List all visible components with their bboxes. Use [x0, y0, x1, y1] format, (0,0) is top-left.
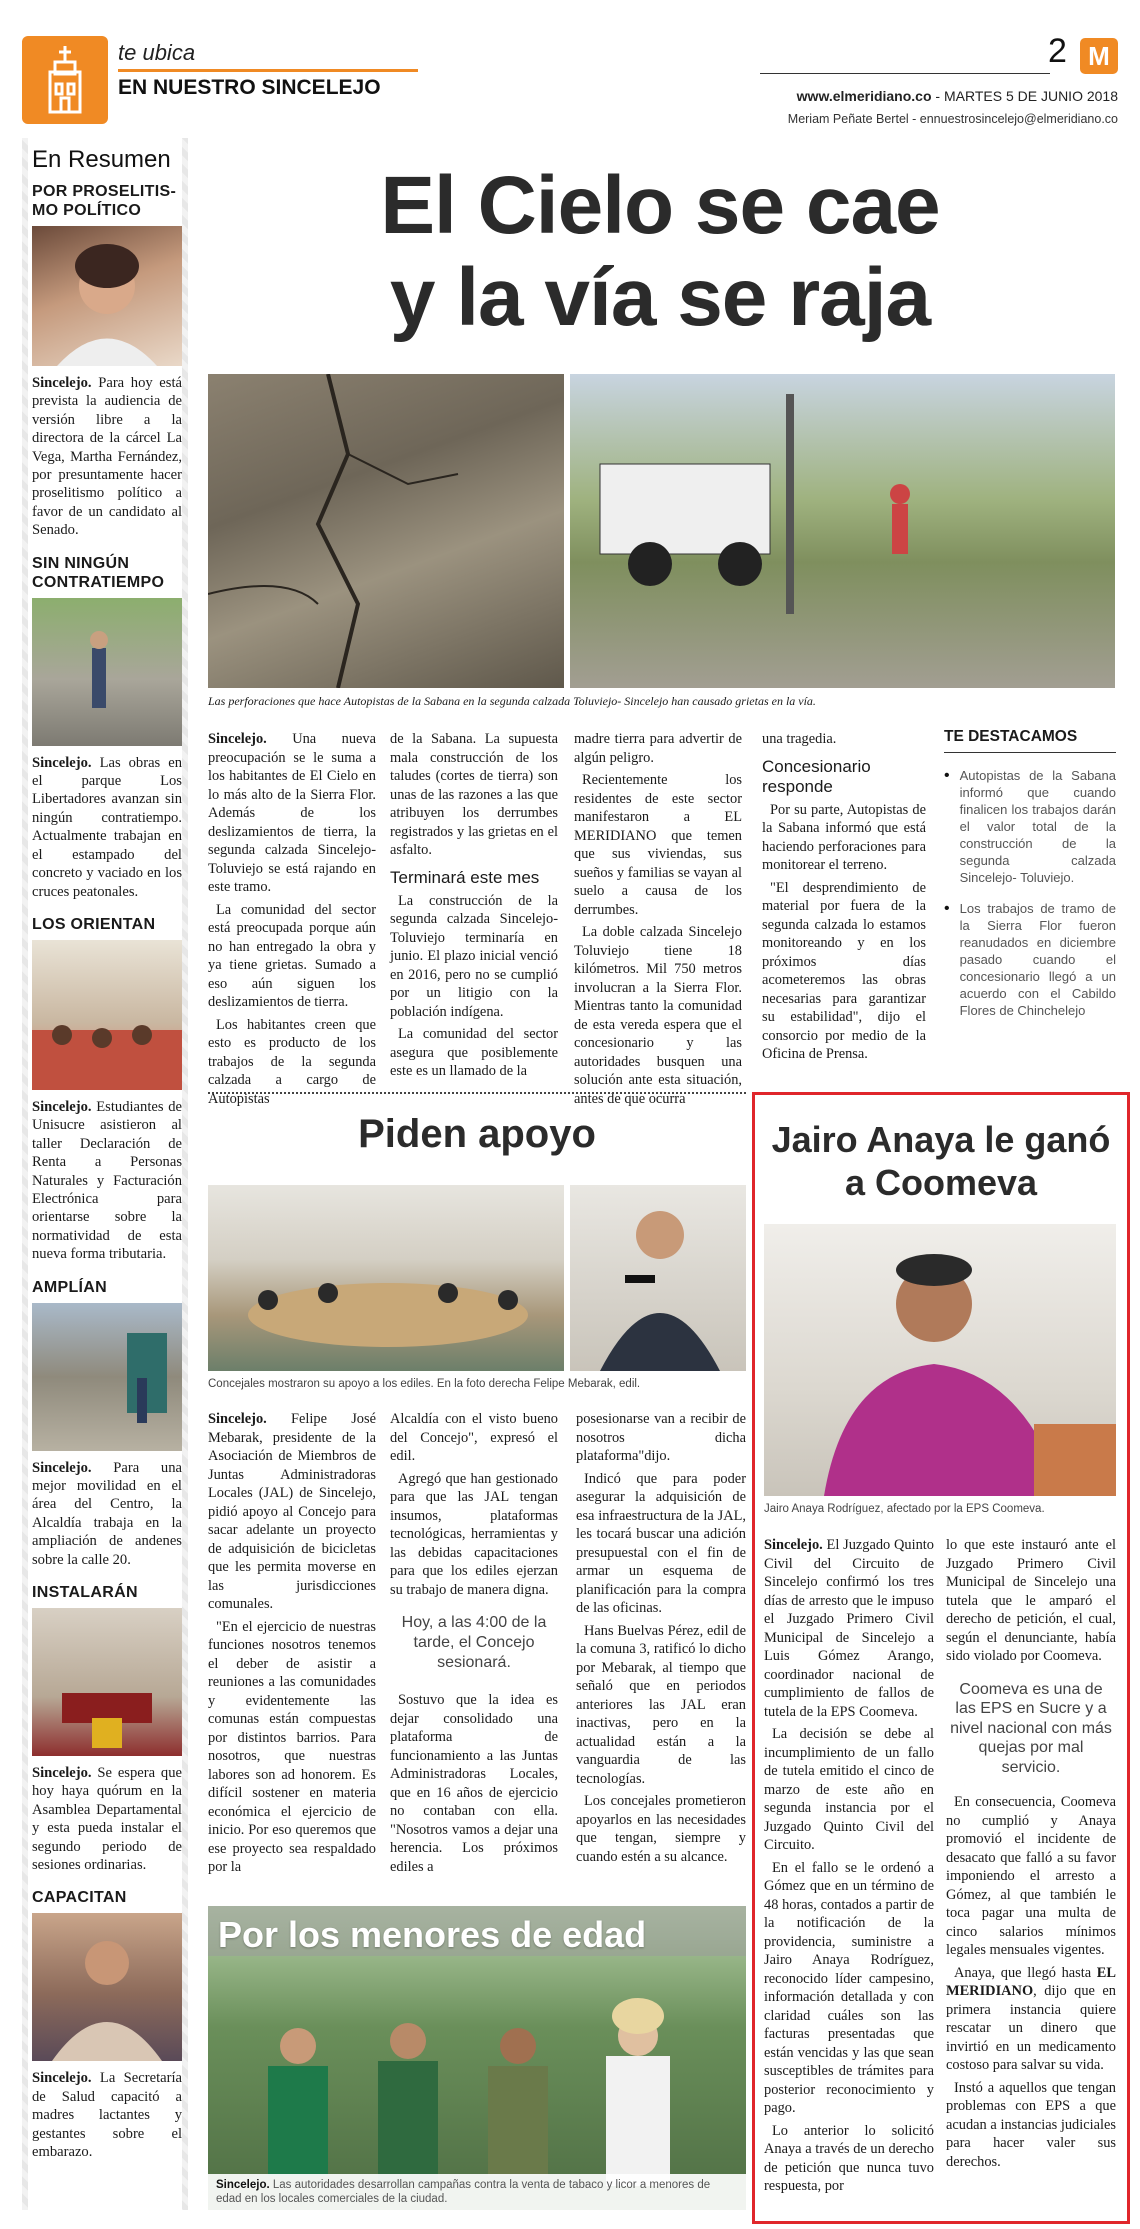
photo-council-room	[208, 1185, 564, 1371]
apoyo-col-1: Sincelejo. Felipe José Mebarak, presidente de la Asociación de Miembros de Juntas Administradoras Locales (JAL) de Sincelejo, pidió apoyo al Concejo para sacar adelante un proyecto de adquisición de bicicletas que les permita moverse en las jurisdicciones comunales. "En el ejercicio de nuestras funciones nosotros tenemos el deber de asistir a reuniones a las comunidades y evidentemente las comunas están compuestas por distintos barrios. Para nosotros, que nuestras labores son ad honorem. Es difícil sostener en materia económica el ejercicio de inicio. Por eso queremos que ese proyecto sea respaldado por la	[208, 1411, 376, 1875]
page-number: 2	[1048, 32, 1067, 70]
anaya-col-2: lo que este instauró ante el Juzgado Primero Civil Municipal de Sincelejo una tutela que le amparó el derecho de petición, el cual, según el denunciante, había sido violado por Coomeva. Coomeva es una de las EPS en Sucre y a nivel nacional con más quejas por mal servicio. En consecuencia, Coomeva no cumplió y Anaya promovió el incidente de desacato que falló a su favor imponiendo el arresto a Gómez, al que también le toca pagar una multa de cinco salarios mínimos legales mensuales vigentes. Anaya, que llegó hasta EL MERIDIANO, dijo que en primera instancia quiere rescatar un dinero que invirtió en un medicamento costoso para salvar su vida. Instó a aquellos que tengan problemas con EPS a que acudan a instancias judiciales para hacer valer sus derechos.	[946, 1537, 1116, 2170]
anaya-caption: Jairo Anaya Rodríguez, afectado por la EPS Coomeva.	[764, 1503, 1045, 1515]
anaya-pullquote: Coomeva es una de las EPS en Sucre y a nivel nacional con más quejas por mal servicio.	[950, 1680, 1112, 1776]
apoyo-headline: Piden apoyo	[358, 1112, 596, 1156]
main-col-3: madre tierra para advertir de algún peligro. Recientemente los residentes de este sector manifestaron a EL MERIDIANO que temen que sus viviendas, sus sueños y familias se vayan al suelo a causa de los derrumbes. La doble calzada Sincelejo Toluviejo tiene 18 kilómetros. Mil 750 metros involucran a la Sierra Flor. Mientras tanto la comunidad de esta vereda espera que el concesionario y las autoridades busquen una solución ante esta situación, antes de que ocurra	[574, 731, 742, 1107]
menores-headline: Por los menores de edad	[218, 1914, 647, 1955]
apoyo-col-2: Alcaldía con el visto bueno del Concejo", expresó el edil. Agregó que han gestionado para que las JAL tengan insumos, plataformas tecnológicas, herramientas y las debidas capacitaciones para que los ediles ejerzan su trabajo de manera digna. Hoy, a las 4:00 de la tarde, el Concejo sesionará. Sostuvo que la idea es dejar consolidado una plataforma de funcionamiento a las Juntas Administradoras Locales, que en 16 años de ejercicio no contaban con ella. "Nosotros vamos a dejar una herencia. Los próximos ediles a	[390, 1411, 558, 1875]
section-divider	[208, 1092, 746, 1094]
sidebar-photo-mothers	[32, 1913, 182, 2061]
sidebar-item-head: AMPLÍAN	[32, 1278, 107, 1296]
sidebar-item-text: Sincelejo. Estudiantes de Unisucre asistieron al taller Declaración de Renta a Personas Naturales y Facturación Electrónica para orientarse sobre la normatividad de esta nueva forma tributaria.	[32, 1098, 182, 1263]
apoyo-pullquote: Hoy, a las 4:00 de la tarde, el Concejo sesionará.	[401, 1614, 547, 1671]
destacamos-item: • Los trabajos de tramo de la Sierra Flor fueron reanudados en diciembre pasado cuando el concesionario llegó a un acuerdo con el Cabildo Flores de Chinchelejo	[944, 900, 1116, 1018]
photo-felipe-mebarak	[570, 1185, 746, 1371]
section-icon	[22, 36, 108, 124]
sidebar-item-head: POR PROSELITIS- MO POLÍTICO	[32, 183, 177, 219]
sidebar-item-text: Sincelejo. La Secretaría de Salud capacitó a madres lactantes y gestantes sobre el embarazo.	[32, 2070, 182, 2161]
subhead-terminara: Terminará este mes	[390, 867, 540, 887]
section-label-top: te ubica	[118, 40, 196, 65]
sidebar-photo-assembly	[32, 1608, 182, 1756]
main-col-4: una tragedia. Concesionario responde Por su parte, Autopistas de la Sabana informó que está haciendo perforaciones para monitorear el terreno. "El desprendimiento de material por fuera de la segunda calzada lo estamos monitoreando y en los próximos días acometeremos las obras necesarias para garantizar su estabilidad", dijo el consorcio por medio de la Oficina de Prensa.	[762, 731, 926, 1062]
menores-block	[208, 1906, 746, 2210]
sidebar-item-head: SIN NINGÚN CONTRATIEMPO	[32, 554, 165, 591]
photo-caption: Las perforaciones que hace Autopistas de la Sabana en la segunda calzada Toluviejo- Sincelejo han causado grietas en la vía.	[208, 694, 816, 708]
sidebar-item-head: INSTALARÁN	[32, 1584, 138, 1601]
sidebar-photo-students	[32, 940, 182, 1090]
photo-drilling-truck	[570, 374, 1115, 688]
date-line: - MARTES 5 DE JUNIO 2018	[931, 88, 1118, 104]
destacamos-title: TE DESTACAMOS	[944, 728, 1116, 753]
sidebar-item-head: LOS ORIENTAN	[32, 915, 156, 933]
sidebar-photo-park-works	[32, 598, 182, 746]
main-headline	[205, 160, 1115, 344]
sidebar-item-text: Sincelejo. Se espera que hoy haya quórum en la Asamblea Departamental y esta pueda instalar el segundo periodo de sesiones ordinarias.	[32, 1765, 182, 1874]
apoyo-caption: Concejales mostraron su apoyo a los ediles. En la foto derecha Felipe Mebarak, edil.	[208, 1378, 641, 1390]
main-headline-line2: y la vía se raja	[389, 252, 931, 343]
section-label-bottom: EN NUESTRO SINCELEJO	[118, 76, 381, 99]
destacamos-item: • Autopistas de la Sabana informó que cuando finalicen los trabajos darán el valor total de la construcción de la segunda calzada Sincelejo- Toluviejo.	[944, 767, 1116, 885]
author-line: Meriam Peñate Bertel - ennuestrosincelejo@elmeridiano.co	[787, 112, 1118, 126]
sidebar-item-text: Sincelejo. Las obras en el parque Los Libertadores avanzan sin ningún contratiempo. Actualmente trabajan en el estampado del concreto y vaciado en los cruces peatonales.	[32, 754, 182, 900]
sidebar-photo-woman	[32, 226, 182, 366]
anaya-headline: Jairo Anaya le ganó a Coomeva	[771, 1119, 1111, 1203]
sidebar-item-text: Sincelejo. Para una mejor movilidad en el área del Centro, la Alcaldía trabaja en la ampliación de andenes sobre la calle 20.	[32, 1459, 182, 1568]
sidebar-content	[32, 146, 182, 2161]
header-rule	[760, 73, 1050, 74]
sidebar-item-head: CAPACITAN	[32, 1889, 127, 1907]
photo-cracked-road	[208, 374, 564, 688]
photo-jairo-anaya	[764, 1224, 1116, 1496]
sidebar-item-text: Sincelejo. Para hoy está prevista la audiencia de versión libre a la directora de la cárcel La Vega, Martha Fernández, por presuntamente hacer proselitismo político a favor de un candidato al Senado.	[32, 375, 182, 539]
sidebar-title: En Resumen	[32, 146, 171, 173]
site-url[interactable]: www.elmeridiano.co	[796, 88, 932, 104]
site-line	[797, 88, 1118, 104]
main-headline-line1: El Cielo se cae	[380, 160, 940, 251]
destacamos-box	[944, 728, 1116, 1019]
main-col-1: Sincelejo. Una nueva preocupación se le suma a los habitantes de El Cielo en lo más alto de la Sierra Flor. Además de los deslizamientos de tierra, la segunda calzada Sincelejo-Toluviejo se está rajando en este tramo. La comunidad del sector está preocupada porque aún no han entregado la obra y ya tiene grietas. Sumado a eso aún siguen los deslizamientos de tierra. Los habitantes creen que esto es producto de los trabajos de la segunda calzada a cargo de Autopistas	[208, 731, 376, 1107]
sidebar-photo-sidewalk	[32, 1303, 182, 1451]
section-rule	[118, 69, 418, 72]
anaya-col-1: Sincelejo. El Juzgado Quinto Civil del Circuito de Sincelejo confirmó los tres días de arresto que le impuso el Juzgado Primero Civil Municipal de Sincelejo a Luis Gómez Arango, coordinador nacional de cumplimiento de fallos de tutela de la EPS Coomeva. La decisión se debe al incumplimiento de un fallo de tutela emitido el cinco de marzo de este año en segunda instancia por el Juzgado Quinto Civil del Circuito. En el fallo se le ordenó a Gómez que en un término de 48 horas, contados a partir de la notificación de la providencia, suministre a Jairo Anaya Rodríguez, reconocido líder campesino, información detallada y con claridad cuáles son las facturas presentadas que están vencidas y las que sean susceptibles de trámites para posterior reconocimiento y pago. Lo anterior lo solicitó Anaya a través de un derecho de petición que nunca tuvo respuesta, por	[764, 1537, 934, 2194]
main-col-2: de la Sabana. La supuesta mala construcción de los taludes (cortes de tierra) son unas de las razones a las que atribuyen los derrumbes registrados y las grietas en el asfalto. Terminará este mes La construcción de la segunda calzada Sincelejo-Toluviejo terminaría en junio. El plazo inicial venció en 2016, pero no se cumplió por un litigio con la población indígena. La comunidad del sector asegura que posiblemente este es un llamado de la	[390, 731, 558, 1079]
logo-letter: M	[1088, 41, 1110, 71]
subhead-concesionario: Concesionario responde	[762, 756, 871, 796]
logo-badge	[1080, 38, 1118, 74]
apoyo-col-3: posesionarse van a recibir de nosotros dicha plataforma"dijo. Indicó que para poder asegurar la adquisición de esa infraestructura de la JAL, les tocará buscar una adición presupuestal con el fin de armar un esquema de planificación para la compra de las oficinas. Hans Buelvas Pérez, edil de la comuna 3, ratificó lo dicho por Mebarak, al tiempo que señaló que en periodos anteriores las JAL eran inactivas, pero en la actualidad están a la vanguardia de las tecnologías. Los concejales prometieron apoyarlos en las necesidades que tengan, siempre y cuando estén a su alcance.	[576, 1411, 746, 1865]
menores-caption: Sincelejo. Las autoridades desarrollan campañas contra la venta de tabaco y licor a menores de edad en los locales comerciales de la ciudad.	[208, 2174, 746, 2210]
